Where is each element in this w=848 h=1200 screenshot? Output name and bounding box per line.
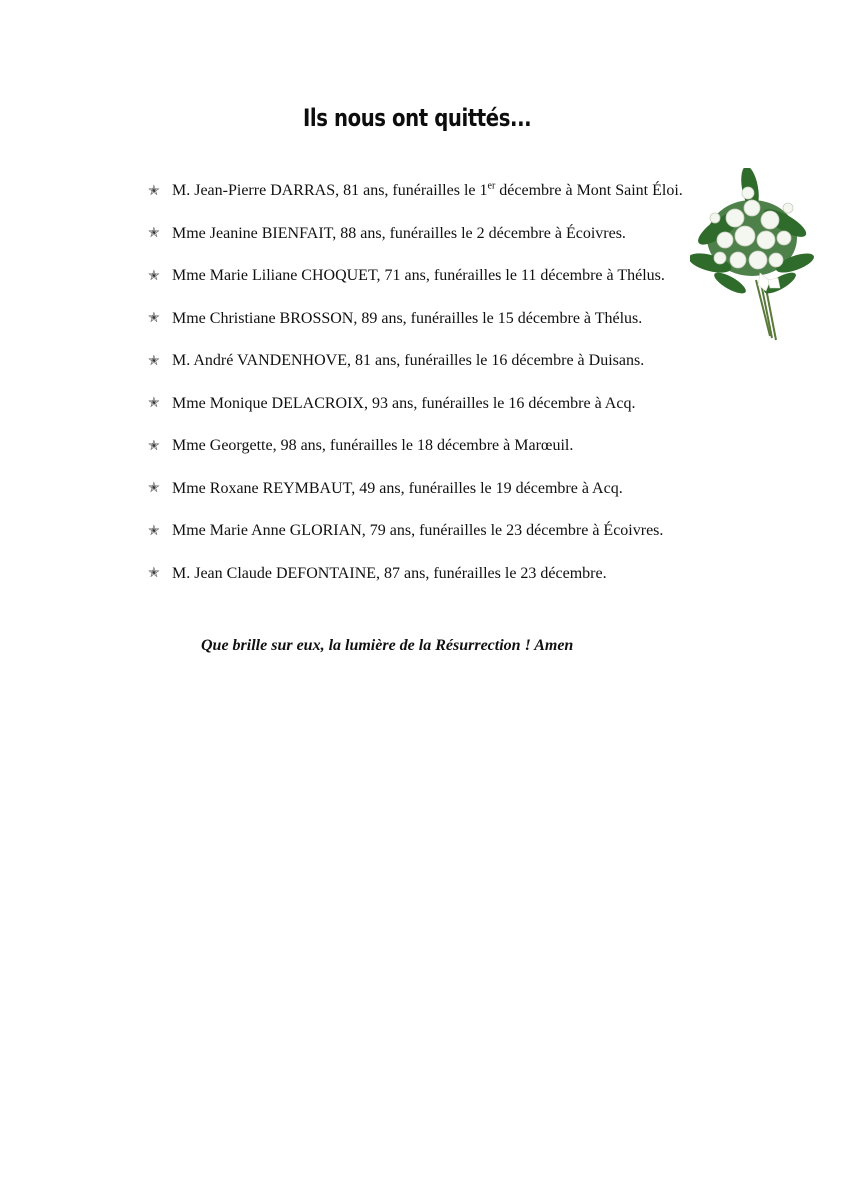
star-bullet-icon: ✭ [148, 268, 160, 284]
obituary-list [148, 170, 683, 595]
star-bullet-icon: ✭ [148, 566, 160, 582]
flower-bouquet-image [690, 168, 814, 346]
star-bullet-icon: ✭ [148, 226, 160, 242]
list-item [148, 170, 683, 213]
list-item [148, 213, 683, 256]
list-item [148, 510, 683, 553]
star-bullet-icon: ✭ [148, 481, 160, 497]
list-item [148, 255, 683, 298]
list-item [148, 553, 683, 596]
entry-text: Mme Georgette, 98 ans, funérailles le 18 décembre à Marœuil. [172, 437, 574, 455]
star-bullet-icon: ✭ [148, 523, 160, 539]
entry-text: Mme Roxane REYMBAUT, 49 ans, funérailles le 19 décembre à Acq. [172, 479, 623, 497]
entry-text: M. Jean Claude DEFONTAINE, 87 ans, funérailles le 23 décembre. [172, 564, 607, 582]
star-bullet-icon: ✭ [148, 311, 160, 327]
entry-text: M. André VANDENHOVE, 81 ans, funérailles le 16 décembre à Duisans. [172, 352, 645, 370]
star-bullet-icon: ✭ [148, 353, 160, 369]
star-bullet-icon: ✭ [148, 438, 160, 454]
star-bullet-icon: ✭ [148, 183, 160, 199]
page-title: Ils nous ont quittés... [303, 104, 532, 132]
entry-text: Mme Jeanine BIENFAIT, 88 ans, funérailles le 2 décembre à Écoivres. [172, 224, 626, 242]
list-item [148, 298, 683, 341]
entry-text: Mme Monique DELACROIX, 93 ans, funérailles le 16 décembre à Acq. [172, 394, 636, 412]
entry-text: Mme Marie Liliane CHOQUET, 71 ans, funérailles le 11 décembre à Thélus. [172, 267, 665, 285]
star-bullet-icon: ✭ [148, 396, 160, 412]
list-item [148, 425, 683, 468]
closing-prayer: Que brille sur eux, la lumière de la Résurrection ! Amen [201, 637, 574, 654]
entry-text: M. Jean-Pierre DARRAS, 81 ans, funérailles le 1er décembre à Mont Saint Éloi. [172, 180, 683, 200]
entry-text: Mme Christiane BROSSON, 89 ans, funérailles le 15 décembre à Thélus. [172, 309, 643, 327]
entry-text: Mme Marie Anne GLORIAN, 79 ans, funérailles le 23 décembre à Écoivres. [172, 522, 664, 540]
list-item [148, 383, 683, 426]
list-item [148, 340, 683, 383]
list-item [148, 468, 683, 511]
